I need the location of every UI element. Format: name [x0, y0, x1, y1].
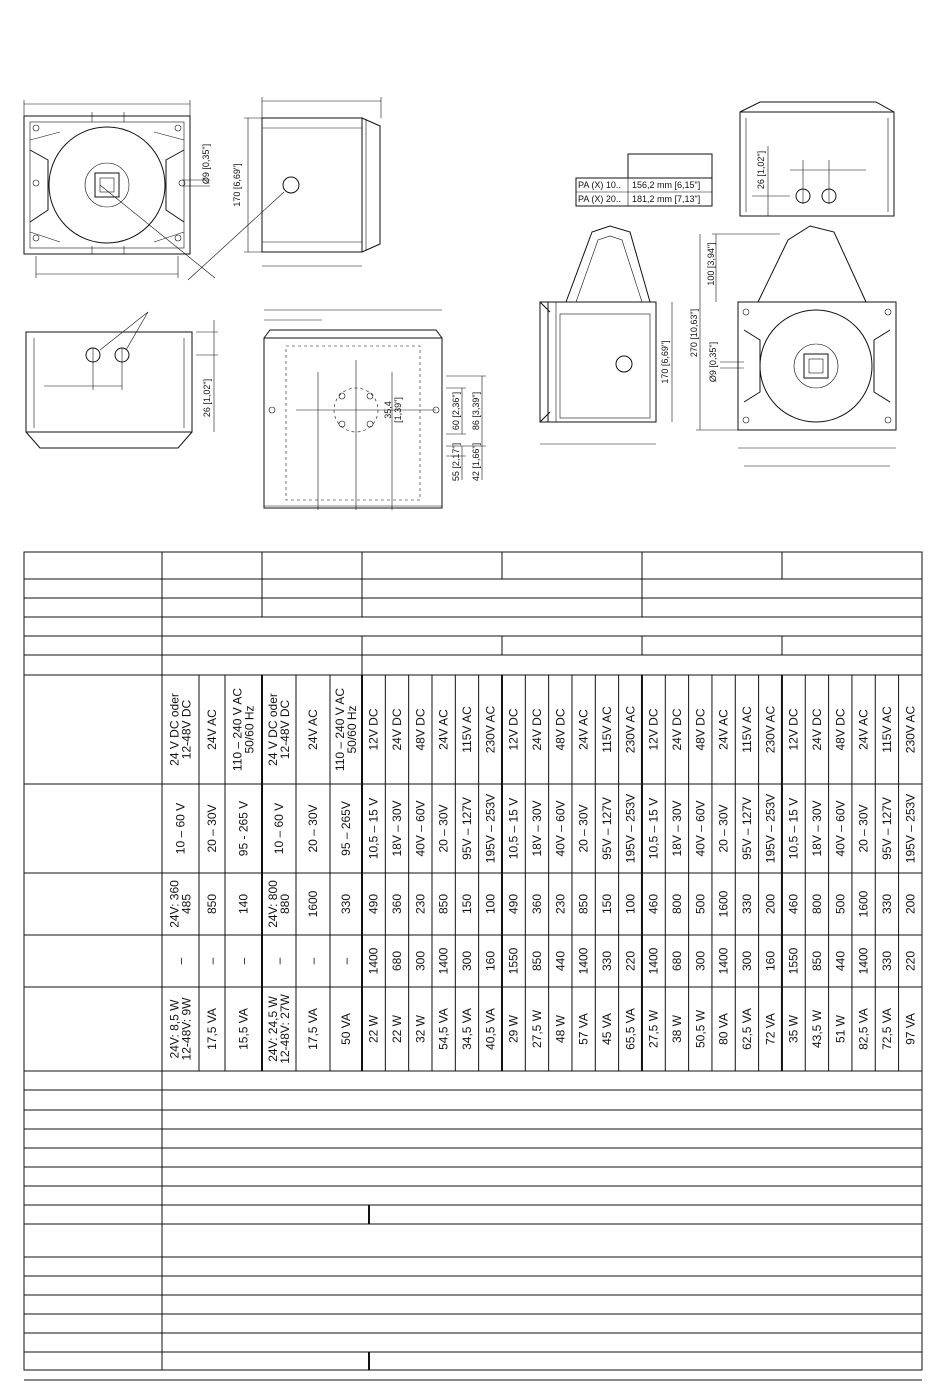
current-cell: 850	[576, 893, 591, 915]
dimtable-value-1: 156,2 mm [6,15"]	[632, 180, 701, 190]
range-cell: 10,5 – 15 V	[366, 797, 381, 860]
power-cell: 34,5 VA	[459, 1008, 474, 1050]
current-cell: 330	[879, 893, 894, 915]
current-cell: 500	[833, 893, 848, 915]
inrush-cell: 680	[669, 950, 684, 972]
voltage-cell: 230V AC	[903, 705, 918, 754]
voltage-cell: 24 V DC oder12-48V DC	[266, 693, 292, 766]
side-horn-dim: 170 [6,69"]	[660, 340, 670, 384]
inrush-cell: 1400	[716, 947, 731, 975]
voltage-cell: 24V AC	[576, 709, 591, 750]
range-cell: 95 - 265 V	[236, 800, 251, 857]
current-cell: 1600	[716, 890, 731, 918]
voltage-cell: 12V DC	[506, 708, 521, 751]
inrush-cell: 440	[553, 950, 568, 972]
power-cell: 17,5 VA	[205, 1008, 219, 1050]
inrush-cell: –	[272, 957, 286, 965]
current-cell: 1600	[306, 890, 320, 918]
power-cell: 54,5 VA	[436, 1008, 451, 1050]
current-cell: 490	[506, 893, 521, 915]
inrush-cell: 300	[739, 950, 754, 972]
range-cell: 18V – 30V	[669, 800, 684, 857]
range-cell: 195V – 253V	[623, 793, 638, 864]
base-dim-139: [1,39"]	[393, 397, 403, 423]
range-cell: 95V – 127V	[459, 797, 474, 860]
base-dim-55: 55 [2,17"]	[451, 442, 461, 482]
inrush-cell: 330	[599, 950, 614, 972]
power-cell: 80 VA	[716, 1013, 731, 1045]
power-cell: 35 W	[786, 1014, 801, 1044]
inrush-cell: 300	[693, 950, 708, 972]
voltage-cell: 115V AC	[879, 706, 894, 753]
range-cell: 20 – 30V	[716, 804, 731, 853]
current-cell: 100	[623, 893, 638, 915]
inrush-cell: 220	[623, 950, 638, 972]
voltage-cell: 24V AC	[856, 709, 871, 750]
voltage-cell: 24V AC	[205, 709, 219, 750]
inrush-cell: 1550	[786, 947, 801, 975]
inrush-cell: 220	[903, 950, 918, 972]
current-cell: 460	[646, 893, 661, 915]
voltage-cell: 24V DC	[529, 708, 544, 751]
current-cell: 150	[459, 893, 474, 915]
inrush-cell: 680	[389, 950, 404, 972]
power-cell: 45 VA	[599, 1013, 614, 1045]
range-cell: 40V – 60V	[693, 800, 708, 857]
inrush-cell: 160	[763, 950, 778, 972]
voltage-cell: 12V DC	[366, 708, 381, 751]
current-cell: 150	[599, 893, 614, 915]
voltage-cell: 110 – 240 V AC50/60 Hz	[230, 687, 257, 772]
power-cell: 38 W	[669, 1014, 684, 1044]
range-cell: 95V – 127V	[599, 797, 614, 860]
power-cell: 40,5 VA	[483, 1008, 498, 1050]
voltage-cell: 12V DC	[646, 708, 661, 751]
top-right-dim: 26 [1,02"]	[756, 150, 766, 190]
inrush-cell: 300	[459, 950, 474, 972]
current-cell: 500	[693, 893, 708, 915]
range-cell: 18V – 30V	[389, 800, 404, 857]
voltage-cell: 230V AC	[483, 705, 498, 754]
range-cell: 20 – 30V	[576, 804, 591, 853]
power-cell: 22 W	[389, 1014, 404, 1044]
current-cell: 200	[903, 893, 918, 915]
base-dim-86: 86 [3,39"]	[471, 391, 481, 431]
voltage-cell: 48V DC	[413, 708, 428, 751]
range-cell: 40V – 60V	[413, 800, 428, 857]
current-cell: 24V: 800880	[266, 880, 292, 928]
inrush-cell: 1400	[366, 947, 381, 975]
range-cell: 40V – 60V	[553, 800, 568, 857]
range-cell: 95 – 265V	[339, 801, 353, 856]
base-dim-354: 35,4	[383, 401, 393, 419]
dimtable-model-2: PA (X) 20..	[578, 194, 621, 204]
current-cell: 200	[763, 893, 778, 915]
power-cell: 57 VA	[576, 1013, 591, 1045]
inrush-cell: 440	[833, 950, 848, 972]
horn-height-dim: 100 [3,94"]	[706, 242, 716, 286]
voltage-cell: 24V AC	[436, 709, 451, 750]
voltage-cell: 24V AC	[716, 709, 731, 750]
voltage-cell: 24V AC	[306, 709, 320, 750]
horn-hole-dim: Ø9 [0,35"]	[708, 341, 718, 383]
power-cell: 24V: 24,5 W12-48V: 27W	[266, 994, 292, 1064]
current-cell: 330	[739, 893, 754, 915]
base-dim-42: 42 [1,66"]	[471, 442, 481, 482]
current-cell: 1600	[856, 890, 871, 918]
side-height-dim: 170 [6,69"]	[232, 163, 242, 207]
power-cell: 43,5 W	[809, 1009, 824, 1049]
range-cell: 10 – 60 V	[272, 802, 286, 855]
dimtable-model-1: PA (X) 10..	[578, 180, 621, 190]
voltage-cell: 48V DC	[693, 708, 708, 751]
current-cell: 140	[236, 893, 251, 915]
range-cell: 95V – 127V	[879, 797, 894, 860]
current-cell: 360	[389, 893, 404, 915]
voltage-cell: 115V AC	[459, 706, 474, 753]
inrush-cell: –	[205, 957, 219, 965]
voltage-cell: 24 V DC oder12-48V DC	[167, 693, 194, 766]
power-cell: 51 W	[833, 1014, 848, 1044]
current-cell: 24V: 360485	[167, 880, 194, 928]
inrush-cell: 850	[529, 950, 544, 972]
inrush-cell: 330	[879, 950, 894, 972]
power-cell: 82,5 VA	[856, 1008, 871, 1050]
inrush-cell: –	[173, 957, 188, 965]
inrush-cell: 1400	[856, 947, 871, 975]
voltage-cell: 48V DC	[833, 708, 848, 751]
inrush-cell: 850	[809, 950, 824, 972]
range-cell: 20 – 30V	[856, 804, 871, 853]
power-cell: 22 W	[366, 1014, 381, 1044]
range-cell: 10 – 60 V	[173, 802, 188, 855]
range-cell: 195V – 253V	[483, 793, 498, 864]
power-cell: 72 VA	[763, 1013, 778, 1045]
inrush-cell: 1550	[506, 947, 521, 975]
current-cell: 330	[339, 893, 353, 915]
current-cell: 360	[529, 893, 544, 915]
current-cell: 490	[366, 893, 381, 915]
voltage-cell: 230V AC	[763, 705, 778, 754]
power-cell: 62,5 VA	[739, 1008, 754, 1050]
current-cell: 460	[786, 893, 801, 915]
current-cell: 850	[436, 893, 451, 915]
power-cell: 32 W	[413, 1014, 428, 1044]
power-cell: 24V: 8,5 W12-48V: 9W	[167, 997, 194, 1061]
inrush-cell: –	[306, 957, 320, 965]
power-cell: 48 W	[553, 1014, 568, 1044]
range-cell: 20 – 30V	[205, 804, 219, 853]
power-cell: 27,5 W	[529, 1009, 544, 1049]
range-cell: 20 – 30V	[306, 804, 320, 853]
dimtable-value-2: 181,2 mm [7,13"]	[632, 194, 701, 204]
range-cell: 18V – 30V	[529, 800, 544, 857]
current-cell: 230	[413, 893, 428, 915]
range-cell: 10,5 – 15 V	[786, 797, 801, 860]
current-cell: 800	[669, 893, 684, 915]
voltage-cell: 48V DC	[553, 708, 568, 751]
inrush-cell: 1400	[576, 947, 591, 975]
voltage-cell: 110 – 240 V AC50/60 Hz	[333, 687, 359, 772]
current-cell: 230	[553, 893, 568, 915]
power-cell: 97 VA	[903, 1013, 918, 1045]
voltage-cell: 24V DC	[809, 708, 824, 751]
front-hole-dim: Ø9 [0,35"]	[201, 143, 211, 185]
voltage-cell: 230V AC	[623, 705, 638, 754]
power-cell: 27,5 W	[646, 1009, 661, 1049]
current-cell: 800	[809, 893, 824, 915]
power-cell: 72,5 VA	[879, 1008, 894, 1050]
current-cell: 850	[205, 893, 219, 915]
power-cell: 50,5 W	[693, 1009, 708, 1049]
power-cell: 65,5 VA	[623, 1008, 638, 1050]
voltage-cell: 115V AC	[599, 706, 614, 753]
current-cell: 100	[483, 893, 498, 915]
inrush-cell: 300	[413, 950, 428, 972]
range-cell: 195V – 253V	[763, 793, 778, 864]
inrush-cell: –	[236, 957, 251, 965]
range-cell: 95V – 127V	[739, 797, 754, 860]
power-cell: 17,5 VA	[306, 1008, 320, 1050]
range-cell: 10,5 – 15 V	[506, 797, 521, 860]
inrush-cell: 1400	[436, 947, 451, 975]
inrush-cell: –	[339, 957, 353, 965]
bottom-height-dim: 26 [1,02"]	[202, 378, 212, 418]
range-cell: 40V – 60V	[833, 800, 848, 857]
range-cell: 20 – 30V	[436, 804, 451, 853]
range-cell: 195V – 253V	[903, 793, 918, 864]
voltage-cell: 24V DC	[389, 708, 404, 751]
range-cell: 18V – 30V	[809, 800, 824, 857]
inrush-cell: 1400	[646, 947, 661, 975]
base-dim-60: 60 [2,36"]	[451, 391, 461, 431]
voltage-cell: 115V AC	[739, 706, 754, 753]
voltage-cell: 24V DC	[669, 708, 684, 751]
voltage-cell: 12V DC	[786, 708, 801, 751]
power-cell: 29 W	[506, 1014, 521, 1044]
power-cell: 50 VA	[339, 1013, 353, 1045]
range-cell: 10,5 – 15 V	[646, 797, 661, 860]
total-height-dim: 270 [10,63"]	[689, 308, 699, 358]
inrush-cell: 160	[483, 950, 498, 972]
power-cell: 15,5 VA	[236, 1008, 251, 1050]
